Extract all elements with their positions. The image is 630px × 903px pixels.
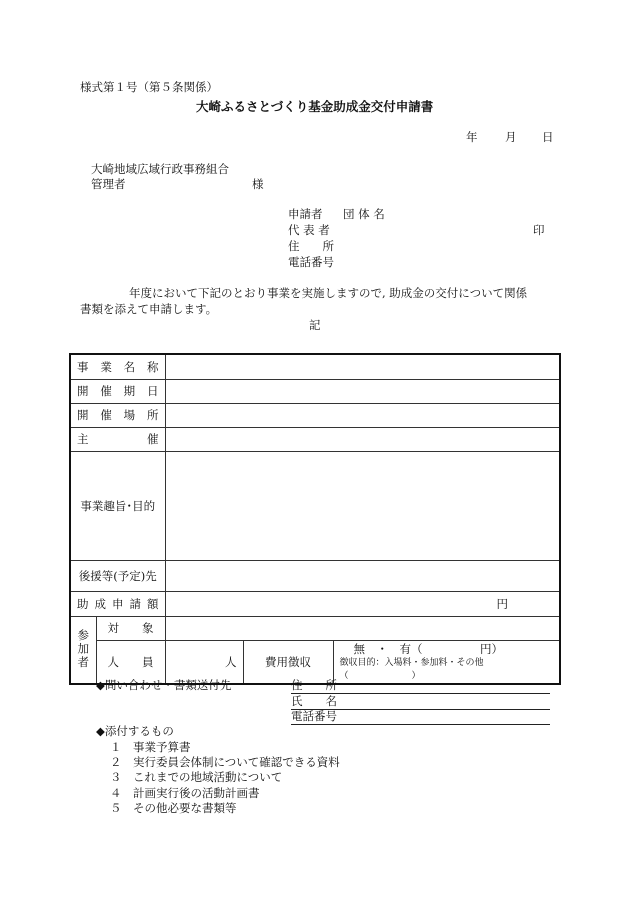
date-month-label: 月	[505, 130, 517, 144]
attachment-item: ５ その他必要な書類等	[110, 801, 237, 815]
attachment-item: ２ 実行委員会体制について確認できる資料	[110, 755, 340, 769]
contact-name-label: 氏 名	[291, 694, 337, 708]
contact-phone-line[interactable]	[291, 711, 550, 725]
contact-phone-label: 電話番号	[291, 709, 337, 723]
project-name-field[interactable]	[165, 354, 560, 379]
row-amount	[70, 591, 560, 616]
contact-address-label: 住 所	[291, 678, 337, 692]
person-unit: 人	[225, 654, 237, 669]
application-table	[69, 353, 561, 685]
date-year-label: 年	[466, 130, 478, 144]
body-line-2: 書類を添えて申請します。	[80, 302, 218, 316]
row-support	[70, 560, 560, 591]
purpose-label: 事業趣旨･目的	[70, 451, 165, 560]
row-period	[70, 379, 560, 403]
yen-unit: 円	[496, 596, 508, 611]
date-day-label: 日	[542, 130, 554, 144]
contact-address-line[interactable]	[291, 680, 550, 694]
ki-mark: 記	[309, 318, 321, 332]
row-organizer	[70, 427, 560, 451]
attachment-item: ３ これまでの地域活動について	[110, 770, 283, 784]
members-label: 人 員	[96, 640, 165, 684]
purpose-field[interactable]	[165, 451, 560, 560]
project-name-label: 事 業 名 称	[70, 354, 165, 379]
organizer-field[interactable]	[165, 427, 560, 451]
row-target	[70, 616, 560, 640]
addressee-manager: 管理者	[91, 177, 126, 191]
venue-field[interactable]	[165, 403, 560, 427]
applicant-representative: 代 表 者	[288, 223, 330, 237]
period-label: 開 催 期 日	[70, 379, 165, 403]
applicant-group-name: 団 体 名	[343, 207, 385, 221]
amount-label: 助 成 申 請 額	[70, 591, 165, 616]
members-field[interactable]	[165, 640, 243, 684]
applicant-phone: 電話番号	[288, 255, 334, 269]
amount-field[interactable]	[165, 591, 560, 616]
addressee-org: 大崎地域広域行政事務組合	[91, 162, 229, 176]
fee-purpose: 徴収目的：入場料・参加料・その他（ ）	[339, 657, 484, 681]
body-line-1: 年度において下記のとおり事業を実施しますので, 助成金の交付について関係	[129, 286, 528, 300]
fee-choice: 無 ・ 有（ 円）	[353, 641, 503, 656]
fee-label: 費用徴収	[243, 640, 333, 684]
applicant-label: 申請者	[288, 207, 323, 221]
support-label: 後援等(予定)先	[70, 560, 165, 591]
support-field[interactable]	[165, 560, 560, 591]
participants-label: 参加者	[70, 616, 96, 684]
attachment-item: １ 事業予算書	[110, 740, 191, 754]
target-label: 対 象	[96, 616, 165, 640]
addressee-honorific: 様	[252, 177, 264, 191]
target-field[interactable]	[165, 616, 560, 640]
attachment-item: ４ 計画実行後の活動計画書	[110, 786, 260, 800]
organizer-label: 主 催	[70, 427, 165, 451]
fee-field[interactable]	[333, 640, 560, 684]
page-title: 大崎ふるさとづくり基金助成金交付申請書	[196, 99, 434, 114]
form-number: 様式第１号（第５条関係）	[80, 80, 218, 94]
attachments-heading: ◆添付するもの	[96, 724, 174, 738]
row-members	[70, 640, 560, 684]
period-field[interactable]	[165, 379, 560, 403]
row-purpose	[70, 451, 560, 560]
venue-label: 開 催 場 所	[70, 403, 165, 427]
row-project-name	[70, 354, 560, 379]
contact-heading: ◆問い合わせ・書類送付先	[96, 678, 232, 692]
applicant-address: 住 所	[288, 239, 334, 253]
contact-name-line[interactable]	[291, 696, 550, 710]
seal-mark: 印	[533, 223, 545, 237]
row-venue	[70, 403, 560, 427]
